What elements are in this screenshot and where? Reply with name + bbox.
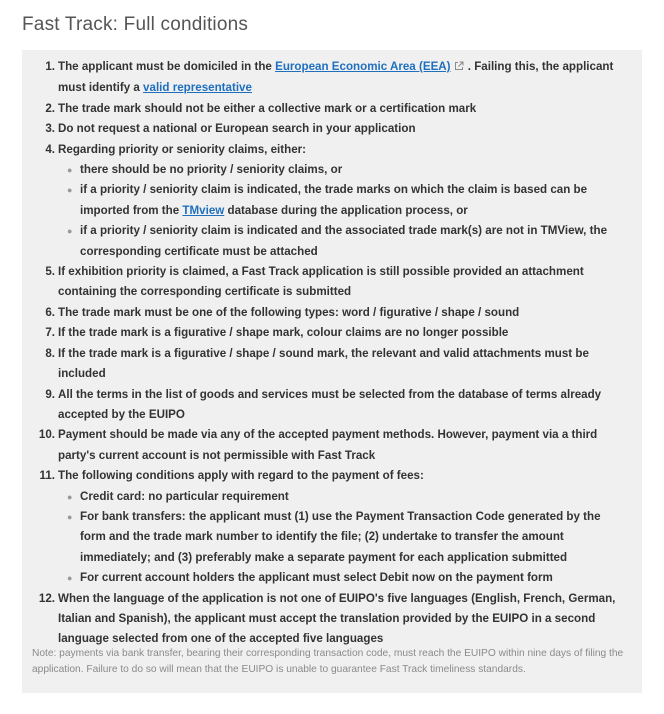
bullet-icon: ● bbox=[67, 573, 73, 584]
condition-number: 9. bbox=[45, 387, 55, 401]
condition-text-part: . Failing this, the applicant must identify a bbox=[58, 60, 614, 95]
condition-number: 3. bbox=[45, 122, 55, 136]
condition-item-4 bbox=[22, 140, 642, 262]
valid-representative-link[interactable]: valid representative bbox=[143, 81, 252, 95]
sub-item-text-part: if a priority / seniority claim is indicated, the trade marks on which the claim is based can be imported from the bbox=[80, 183, 588, 217]
condition-number: 6. bbox=[45, 305, 55, 319]
condition-text: The trade mark should not be either a collective mark or a certification mark bbox=[58, 101, 477, 115]
bullet-icon: ● bbox=[67, 511, 73, 522]
sub-item-text: Credit card: no particular requirement bbox=[80, 489, 289, 503]
sub-item-text bbox=[80, 183, 587, 216]
condition-number: 2. bbox=[45, 101, 55, 115]
external-link-icon[interactable] bbox=[454, 58, 464, 78]
condition-text: When the language of the application is not one of EUIPO's five languages (English, French, German, Italian and Spanish), the applicant must accept the translation provided by the EUIPO in a second language selected from one of the accepted five languages bbox=[58, 591, 616, 646]
condition-text: The trade mark must be one of the following types: word / figurative / shape / sound bbox=[58, 305, 520, 319]
condition-text: Regarding priority or seniority claims, either: bbox=[58, 142, 307, 156]
condition-text: The following conditions apply with regard to the payment of fees: bbox=[58, 469, 424, 483]
condition-text: All the terms in the list of goods and services must be selected from the database of terms already accepted by the EUIPO bbox=[58, 387, 602, 421]
condition-number: 8. bbox=[45, 346, 55, 360]
sub-item-text: if a priority / seniority claim is indicated and the associated trade mark(s) are not in TMView, the corresponding certificate must be attached bbox=[80, 224, 608, 258]
condition-item-6 bbox=[22, 303, 642, 323]
conditions-list bbox=[22, 57, 642, 650]
condition-text: Do not request a national or European search in your application bbox=[58, 122, 416, 136]
condition-item-5 bbox=[22, 262, 642, 303]
payment-note: Note: payments via bank transfer, bearing their corresponding transaction code, must reach the EUIPO within nine days of filing the application. Failure to do so will mean that the EUIPO is unable to guarantee Fast Track timeliness standards. bbox=[32, 648, 624, 675]
priority-sub-list bbox=[58, 160, 628, 262]
condition-number: 12. bbox=[38, 591, 55, 605]
bullet-icon: ● bbox=[67, 185, 73, 196]
condition-text: Payment should be made via any of the accepted payment methods. However, payment via a third party's current account is not permissible with Fast Track bbox=[58, 428, 598, 462]
condition-number: 4. bbox=[45, 142, 55, 156]
condition-text bbox=[58, 60, 613, 94]
condition-item-9 bbox=[22, 385, 642, 426]
condition-number: 7. bbox=[45, 326, 55, 340]
sub-item-text: For bank transfers: the applicant must (1) use the Payment Transaction Code generated by the form and the trade mark number to identify the file; (2) undertake to transfer the amount immediately; and (3) preferably make a separate payment for each application submitted bbox=[80, 509, 601, 564]
condition-text: If exhibition priority is claimed, a Fast Track application is still possible provided an attachment containing the corresponding certificate is submitted bbox=[58, 265, 584, 299]
payment-sub-list bbox=[58, 487, 628, 589]
condition-item-7 bbox=[22, 323, 642, 343]
condition-text: If the trade mark is a figurative / shape / sound mark, the relevant and valid attachments must be included bbox=[58, 346, 589, 381]
sub-item bbox=[58, 221, 628, 262]
sub-item bbox=[58, 507, 628, 568]
sub-item-text: For current account holders the applicant must select Debit now on the payment form bbox=[80, 571, 553, 585]
condition-text: If the trade mark is a figurative / shape mark, colour claims are no longer possible bbox=[58, 326, 509, 340]
condition-number: 10. bbox=[38, 428, 55, 442]
condition-item-1 bbox=[22, 57, 642, 99]
sub-item bbox=[58, 160, 628, 180]
condition-item-2 bbox=[22, 99, 642, 119]
sub-item-text-part: database during the application process, or bbox=[224, 203, 468, 217]
conditions-panel bbox=[22, 50, 642, 693]
condition-number: 1. bbox=[45, 60, 55, 73]
bullet-icon: ● bbox=[67, 226, 73, 237]
condition-item-3 bbox=[22, 119, 642, 139]
condition-item-10 bbox=[22, 425, 642, 466]
tmview-link[interactable]: TMview bbox=[182, 203, 225, 217]
condition-text-part: The applicant must be domiciled in the bbox=[58, 60, 276, 73]
page-title: Fast Track: Full conditions bbox=[22, 14, 249, 35]
sub-item bbox=[58, 487, 628, 507]
sub-item bbox=[58, 180, 628, 221]
sub-item-text: there should be no priority / seniority claims, or bbox=[80, 163, 343, 177]
condition-number: 11. bbox=[39, 469, 55, 483]
eea-link[interactable]: European Economic Area (EEA) bbox=[275, 60, 451, 73]
condition-item-12 bbox=[22, 589, 642, 650]
bullet-icon: ● bbox=[67, 491, 73, 502]
condition-item-11 bbox=[22, 466, 642, 588]
bullet-icon: ● bbox=[67, 165, 73, 176]
condition-item-8 bbox=[22, 344, 642, 385]
sub-item bbox=[58, 568, 628, 588]
condition-number: 5. bbox=[45, 265, 55, 279]
